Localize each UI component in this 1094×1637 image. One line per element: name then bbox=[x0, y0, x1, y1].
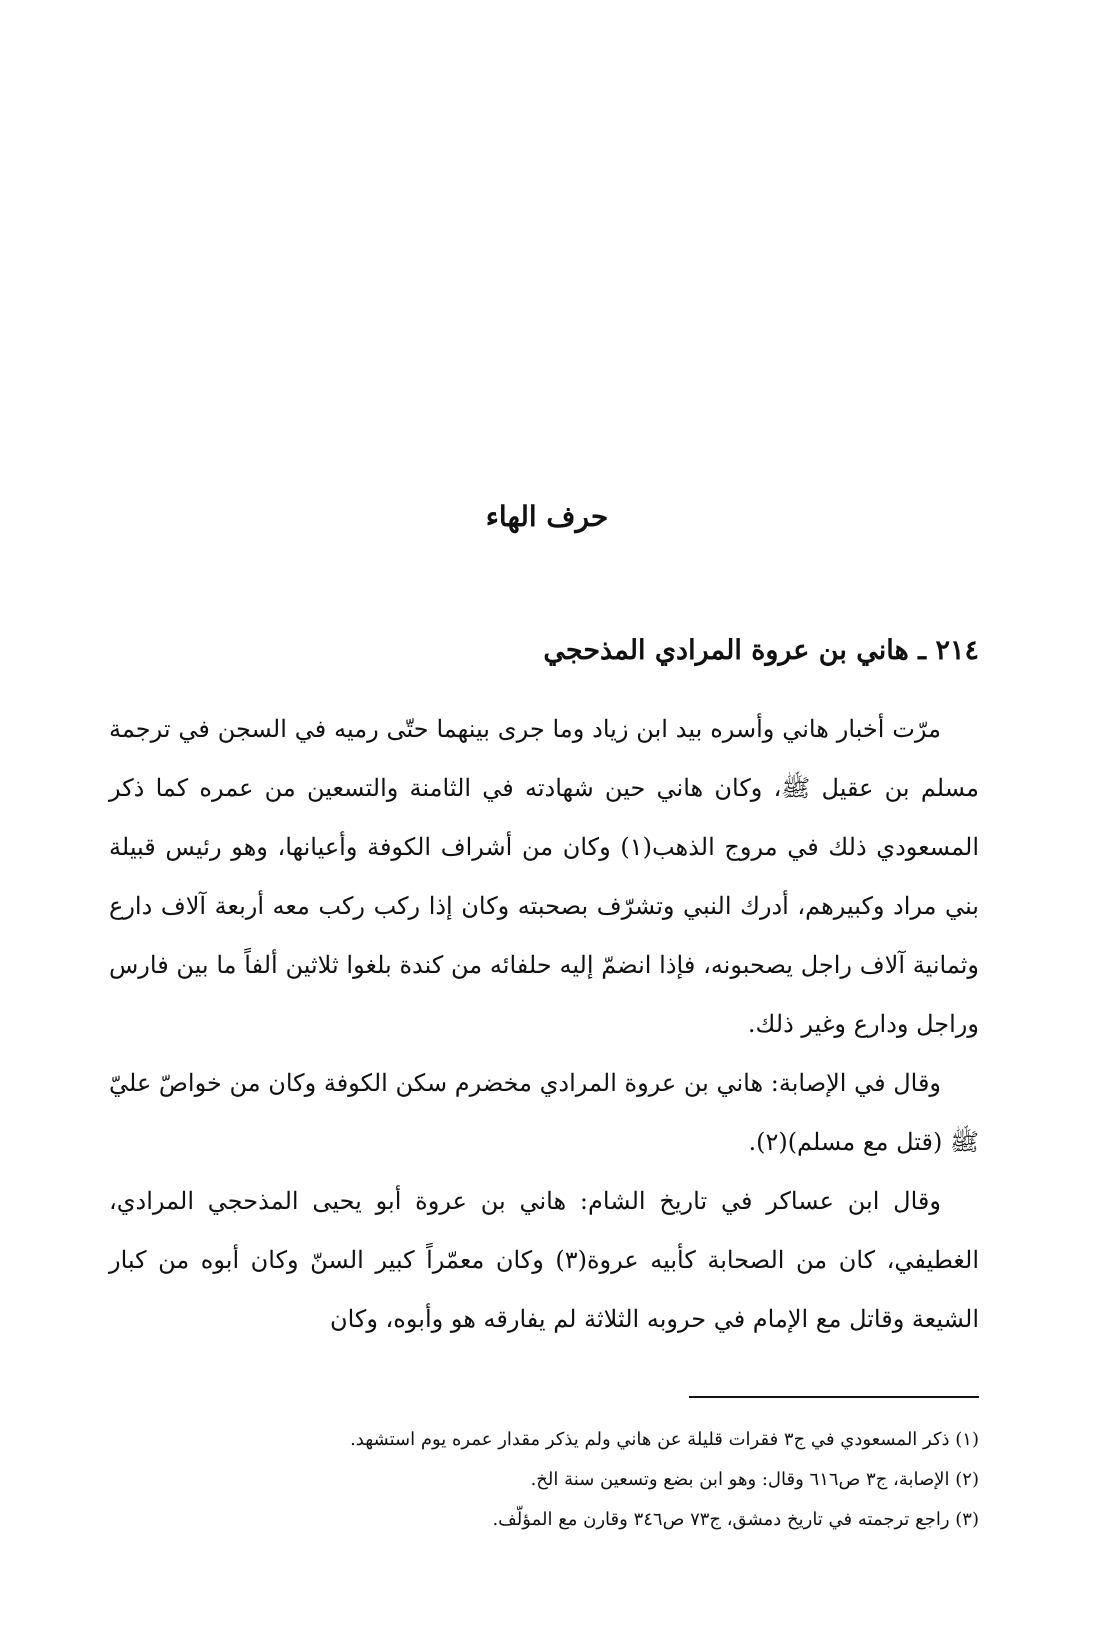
paragraph-3: وقال ابن عساكر في تاريخ الشام: هاني بن عروة أبو يحيى المذحجي المرادي، الغطيفي، كان من الصحابة كأبيه عروة(٣) وكان معمّراً كبير السنّ وكان أبوه من كبار الشيعة وقاتل مع الإمام في حروبه الثلاثة لم يفارقه هو وأبوه، وكان bbox=[109, 1187, 979, 1333]
paragraph-1: مرّت أخبار هاني وأسره بيد ابن زياد وما جرى بينهما حتّى رميه في السجن في ترجمة مسلم بن عقيل ﷺ، وكان هاني حين شهادته في الثامنة والتسعين من عمره كما ذكر المسعودي ذلك في مروج الذهب(١) وكان من أشراف الكوفة وأعيانها، وهو رئيس قبيلة بني مراد وكبيرهم، أدرك النبي وتشرّف بصحبته وكان إذا ركب ركب معه أربعة آلاف دارع وثمانية آلاف راجل يصحبونه، فإذا انضمّ إليه حلفائه من كندة بلغوا ثلاثين ألفاً ما بين فارس وراجل ودارع وغير ذلك. bbox=[109, 715, 980, 1038]
footnote-3: (٣) راجع ترجمته في تاريخ دمشق، ج٧٣ ص٣٤٦ وقارن مع المؤلّف. bbox=[492, 1509, 979, 1530]
body-text bbox=[109, 700, 979, 1349]
footnotes bbox=[109, 1420, 979, 1540]
footnote-1: (١) ذكر المسعودي في ج٣ فقرات قليلة عن هاني ولم يذكر مقدار عمره يوم استشهد. bbox=[350, 1429, 979, 1450]
paragraph-2: وقال في الإصابة: هاني بن عروة المرادي مخضرم سكن الكوفة وكان من خواصّ عليّ ﷺ (قتل مع مسلم)(٢). bbox=[109, 1069, 979, 1156]
footnote-2: (٢) الإصابة، ج٣ ص٦١٦ وقال: وهو ابن بضع وتسعين سنة الخ. bbox=[530, 1469, 979, 1490]
chapter-title: حرف الهاء bbox=[485, 500, 609, 533]
footnote-divider bbox=[689, 1396, 979, 1398]
entry-heading: ٢١٤ ـ هاني بن عروة المرادي المذحجي bbox=[543, 635, 979, 666]
